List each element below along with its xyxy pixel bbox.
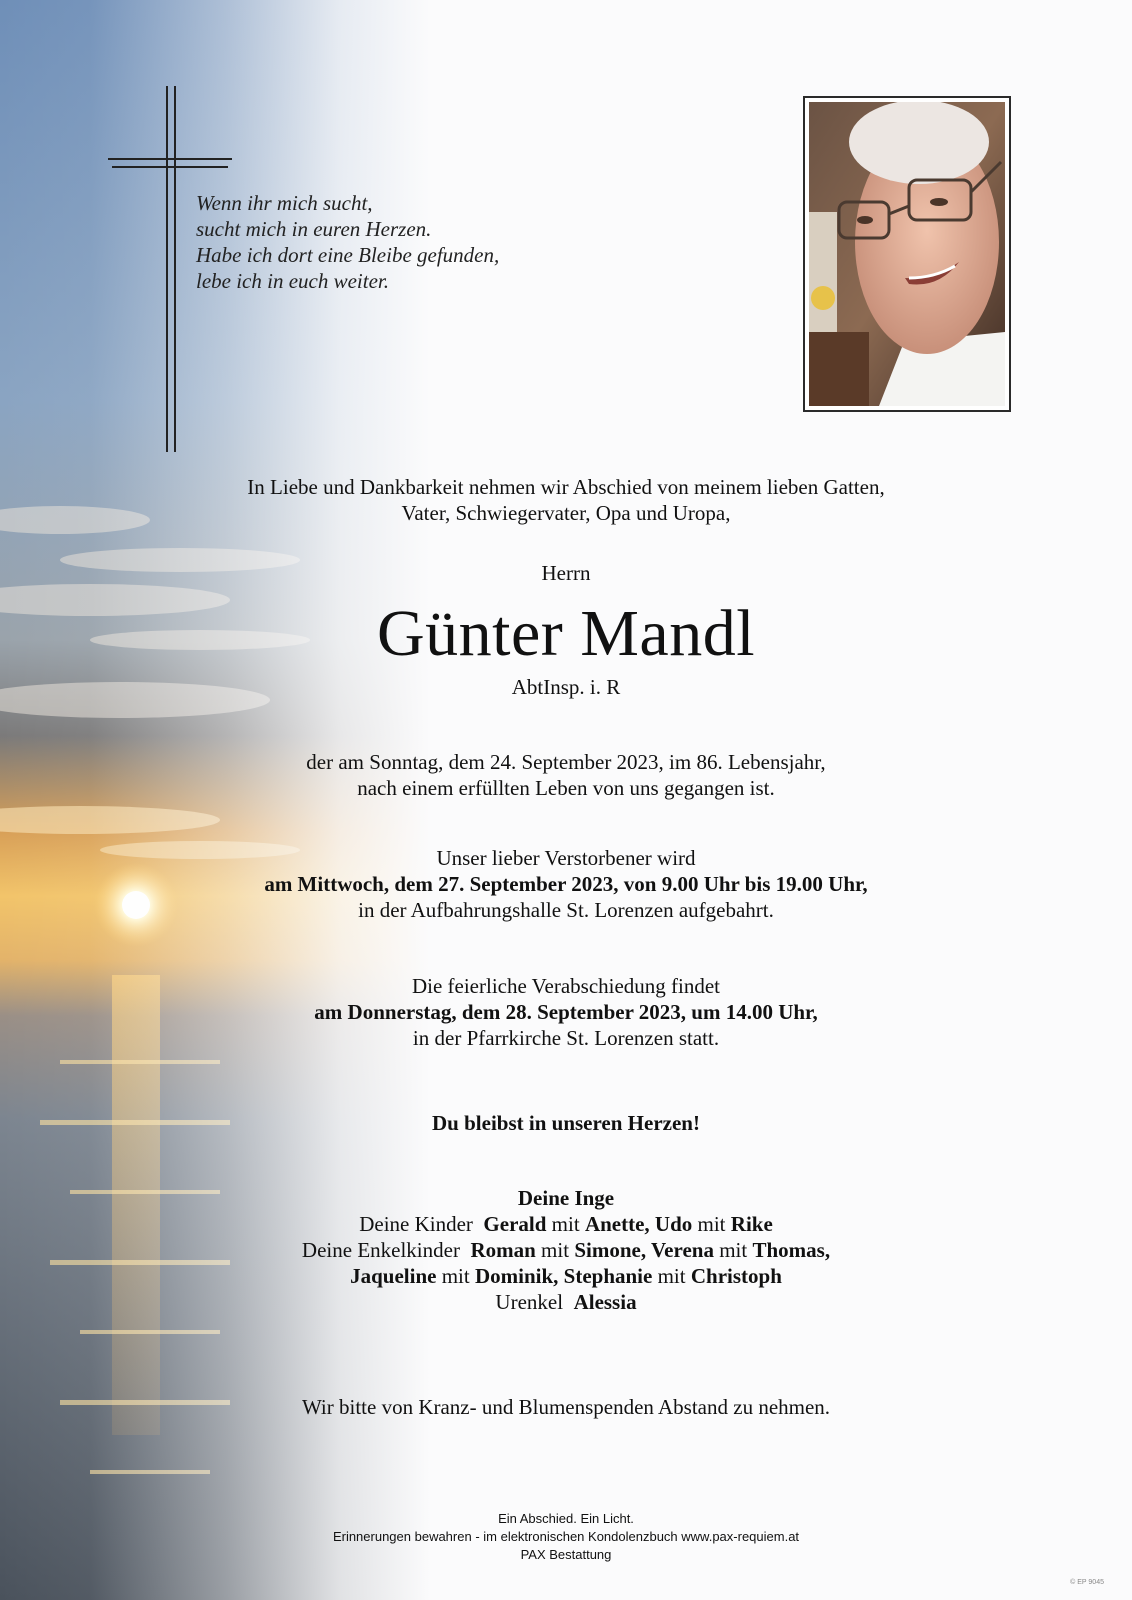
footer-line: Erinnerungen bewahren - im elektronischen Kondolenzbuch www.pax-requiem.at xyxy=(332,1529,800,1544)
salutation: Herrn xyxy=(541,561,591,585)
mourner-name: Roman xyxy=(470,1238,536,1262)
farewell-line: Die feierliche Verabschiedung findet xyxy=(411,974,721,998)
mourner-name: Thomas, xyxy=(752,1238,831,1262)
mourner-connector: mit xyxy=(697,1212,726,1236)
death-line: nach einem erfüllten Leben von uns gegangen ist. xyxy=(357,776,775,800)
poem-line: lebe ich in euch weiter. xyxy=(196,269,390,293)
mourner-connector: mit xyxy=(657,1264,686,1288)
portrait-image xyxy=(809,102,1005,406)
mourner-name: Simone, Verena xyxy=(574,1238,714,1262)
mourner-name: Jaqueline xyxy=(350,1264,437,1288)
footer xyxy=(0,1510,1132,1564)
mourner-prefix: Urenkel xyxy=(495,1290,564,1314)
mourner-grandchildren xyxy=(0,1237,1132,1263)
mourner-name: Dominik, Stephanie xyxy=(474,1264,653,1288)
viewing-info xyxy=(0,845,1132,923)
mourner-name: Anette, Udo xyxy=(584,1212,693,1236)
death-line: der am Sonntag, dem 24. September 2023, im 86. Lebensjahr, xyxy=(306,750,826,774)
motto: Du bleibst in unseren Herzen! xyxy=(432,1111,700,1135)
mourner-connector: mit xyxy=(551,1212,580,1236)
footer-line: PAX Bestattung xyxy=(520,1547,612,1562)
mourner-grandchildren-cont xyxy=(0,1263,1132,1289)
mourner-wife: Deine Inge xyxy=(517,1186,615,1210)
donation-request: Wir bitte von Kranz- und Blumenspenden Abstand zu nehmen. xyxy=(301,1395,831,1419)
mourner-name: Christoph xyxy=(690,1264,782,1288)
farewell-date: am Donnerstag, dem 28. September 2023, um 14.00 Uhr, xyxy=(314,1000,818,1024)
mourners-list xyxy=(0,1185,1132,1315)
farewell-location: in der Pfarrkirche St. Lorenzen statt. xyxy=(412,1026,720,1050)
mourner-children xyxy=(0,1211,1132,1237)
mourner-connector: mit xyxy=(541,1238,570,1262)
mourner-connector: mit xyxy=(441,1264,470,1288)
poem-line: sucht mich in euren Herzen. xyxy=(196,217,432,241)
intro-text xyxy=(0,474,1132,526)
mourner-name: Rike xyxy=(730,1212,773,1236)
footer-line: Ein Abschied. Ein Licht. xyxy=(498,1511,634,1526)
viewing-location: in der Aufbahrungshalle St. Lorenzen aufgebahrt. xyxy=(358,898,774,922)
farewell-info xyxy=(0,973,1132,1051)
mourner-prefix: Deine Kinder xyxy=(359,1212,473,1236)
mourner-great-grandchild xyxy=(0,1289,1132,1315)
viewing-line: Unser lieber Verstorbener wird xyxy=(436,846,696,870)
portrait-photo xyxy=(803,96,1011,412)
deceased-name: Günter Mandl xyxy=(376,597,756,670)
death-info xyxy=(0,749,1132,801)
poem-line: Wenn ihr mich sucht, xyxy=(196,191,373,215)
mourner-name: Alessia xyxy=(573,1290,637,1314)
mourner-prefix: Deine Enkelkinder xyxy=(301,1238,460,1262)
mourner-connector: mit xyxy=(719,1238,748,1262)
viewing-date: am Mittwoch, dem 27. September 2023, von 9.00 Uhr bis 19.00 Uhr, xyxy=(264,872,868,896)
print-code: © EP 9045 xyxy=(1070,1579,1104,1586)
deceased-title: AbtInsp. i. R xyxy=(511,675,621,699)
intro-line: In Liebe und Dankbarkeit nehmen wir Abschied von meinem lieben Gatten, xyxy=(247,475,885,499)
mourner-name: Gerald xyxy=(483,1212,547,1236)
poem xyxy=(196,190,616,294)
poem-line: Habe ich dort eine Bleibe gefunden, xyxy=(196,243,500,267)
intro-line: Vater, Schwiegervater, Opa und Uropa, xyxy=(401,501,731,525)
